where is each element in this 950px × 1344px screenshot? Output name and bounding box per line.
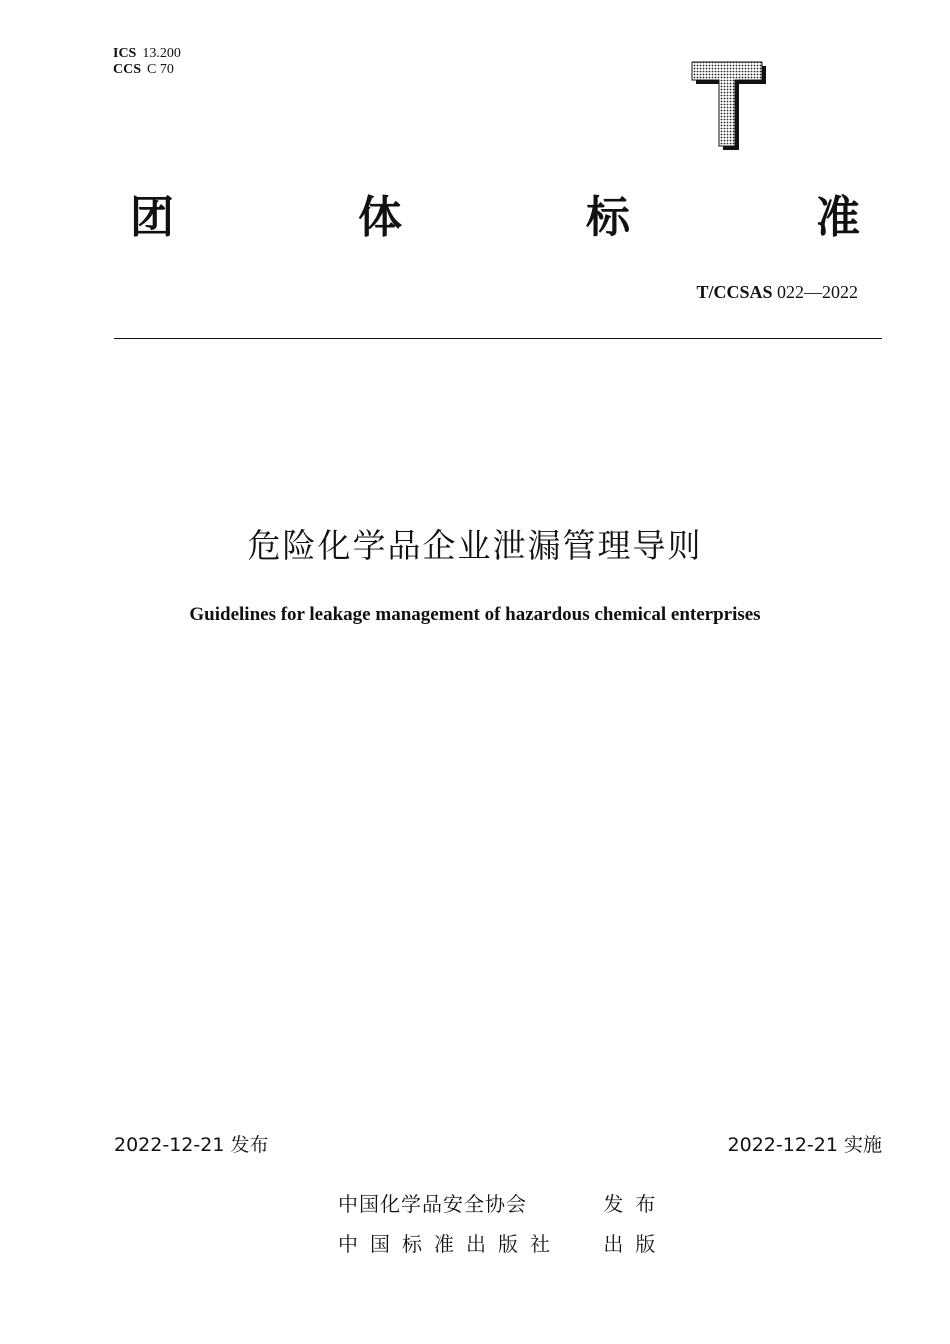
standard-type-char: 标 [586,192,630,243]
printer-action: 出版 [603,1232,668,1256]
group-standard-t-logo [690,58,770,154]
standard-code-number: 022—2022 [777,282,858,302]
logo-letter: T [690,58,691,59]
classification-codes [113,46,181,78]
publisher-org: 中国化学品安全协会 [338,1192,527,1216]
header-divider [114,338,882,339]
standard-type-char: 准 [816,192,860,243]
standard-type-heading [130,188,870,248]
implement-date: 2022-12-21 实施 [727,1134,882,1156]
printer-org: 中国标准出版社 [338,1232,562,1256]
printer-line [338,1228,667,1257]
standard-code-prefix: T/CCSAS [696,282,773,302]
ics-label: ICS [113,46,137,61]
standard-type-char: 团 [130,192,174,243]
ccs-line [113,62,181,78]
ccs-label: CCS [113,62,142,77]
publisher-line [338,1188,667,1217]
standard-code [696,282,858,303]
ccs-value: C 70 [147,62,174,77]
ics-value: 13.200 [142,46,181,61]
ics-line [113,46,181,62]
publisher-action: 发布 [603,1192,668,1216]
title-english: Guidelines for leakage management of hazardous chemical enterprises [189,604,761,625]
issue-date: 2022-12-21 发布 [114,1134,269,1156]
title-chinese: 危险化学品企业泄漏管理导则 [247,526,703,565]
standard-type-char: 体 [358,192,402,243]
